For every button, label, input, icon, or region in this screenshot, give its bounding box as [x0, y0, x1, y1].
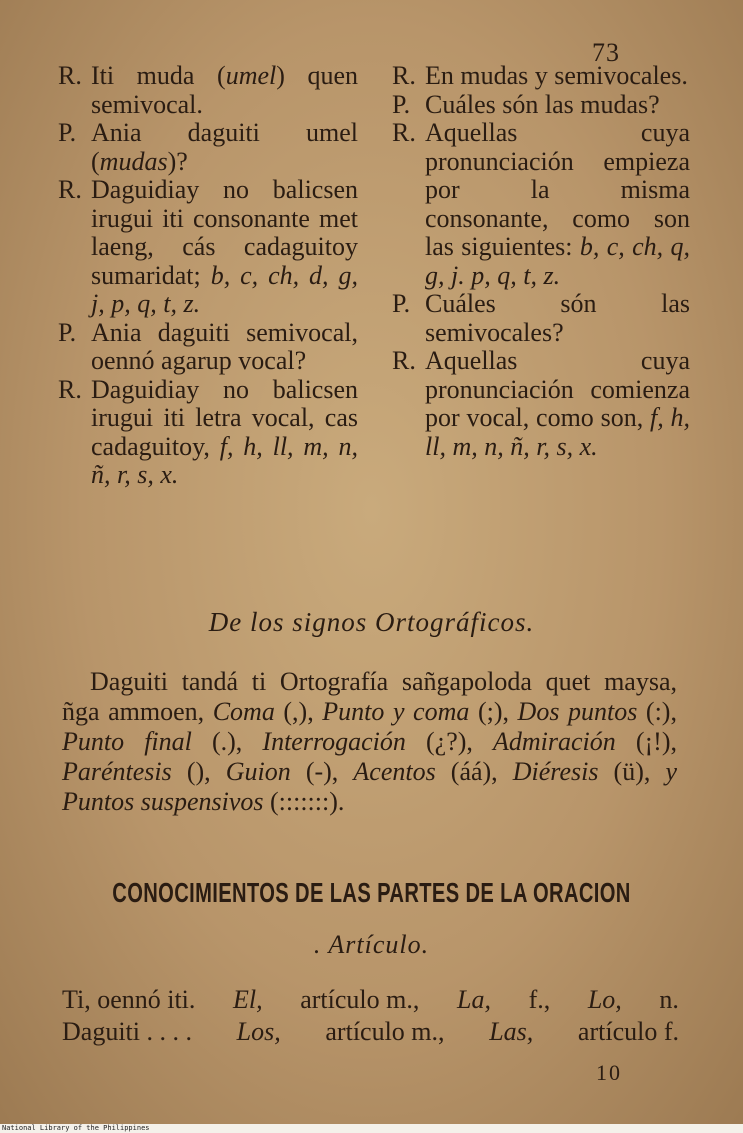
qa-label: R. [392, 118, 416, 147]
paragraph-segment: Diéresis [512, 757, 599, 786]
qa-entry: P. Cuáles són las mudas? [392, 89, 660, 119]
spanish-column [392, 62, 690, 490]
article-line-segment: n. [659, 985, 679, 1014]
qa-label: R. [392, 61, 416, 90]
paragraph-segment: (.), [191, 727, 263, 756]
article-line-segment: artículo m., [325, 1017, 445, 1046]
signature-mark: 10 [596, 1060, 622, 1085]
paragraph-segment: Coma [212, 697, 275, 726]
paragraph-segment: (:), [637, 697, 677, 726]
paragraph-segment: Acentos [353, 757, 436, 786]
article-line-singular [62, 985, 679, 1015]
qa-entry: P. Cuáles són las semivocales? [392, 289, 690, 347]
paragraph-segment: (,), [274, 697, 323, 726]
qa-entry: R. Iti muda (umel) quen semivocal. [58, 61, 359, 119]
qa-label: P. [392, 289, 411, 318]
paragraph-segment: (ü), [598, 757, 666, 786]
qa-entry: P. Ania daguiti umel (mudas)? [58, 118, 358, 176]
article-line-segment: Las, [489, 1017, 534, 1046]
article-line-segment: El, [233, 985, 263, 1014]
paragraph-segment: (áá), [435, 757, 513, 786]
article-line-segment: Los, [236, 1017, 281, 1046]
paragraph-segment: (), [171, 757, 226, 786]
qa-label: P. [58, 317, 77, 347]
qa-entry: R. Aquellas cuya pronunciación comienza por vocal, como son, f, h, ll, m, n, ñ, r, s, x. [392, 346, 690, 461]
qa-label: R. [58, 61, 82, 90]
paragraph-segment: Punto final [62, 727, 192, 756]
page-number: 73 [592, 38, 620, 67]
subsection-title-articulo: . Artículo. [313, 930, 430, 959]
section-heading: CONOCIMIENTOS DE LAS PARTES DE LA ORACION [112, 877, 631, 908]
qa-entry: R. Daguidiay no balicsen irugui iti consonante met laeng, cás cadaguitoy sumaridat; b, c, ch, d, g, j, p, q, t, z. [58, 175, 358, 318]
article-line-segment: Daguiti . . . . [62, 1017, 192, 1046]
paragraph-segment: (¿?), [405, 727, 493, 756]
qa-label: R. [392, 346, 416, 375]
orthographic-signs-paragraph [62, 667, 677, 817]
paragraph-segment: Guion [225, 757, 291, 786]
article-line-segment: Lo, [587, 985, 622, 1014]
library-credit: National Library of the Philippines [0, 1124, 743, 1133]
article-line-segment: artículo f. [577, 1017, 679, 1046]
paragraph-segment: (-), [290, 757, 354, 786]
qa-label: P. [392, 89, 411, 119]
paragraph-segment: Admiración [493, 727, 616, 756]
section-title-signos: De los signos Ortográficos. [208, 607, 535, 637]
two-column-catechism [58, 62, 690, 490]
qa-label: R. [58, 175, 82, 204]
paragraph-segment: (;), [469, 697, 518, 726]
article-line-segment: La, [456, 985, 491, 1014]
paragraph-segment: Daguiti tandá ti Ortografía sañgapoloda quet maysa, ñga ammoen, [62, 667, 677, 726]
article-line-segment: artículo m., [300, 985, 420, 1014]
qa-label: P. [58, 118, 77, 147]
paragraph-segment: Puntos suspensivos [62, 787, 264, 816]
paragraph-segment: (:::::::). [263, 787, 345, 816]
paragraph-segment: (¡!), [615, 727, 677, 756]
article-line-plural [62, 1017, 679, 1047]
qa-entry: R. Daguidiay no balicsen irugui iti letra vocal, cas cadaguitoy, f, h, ll, m, n, ñ, r, s, x. [58, 374, 358, 489]
article-line-segment: Ti, oennó iti. [62, 985, 196, 1014]
paragraph-segment: Paréntesis [62, 757, 172, 786]
paragraph-segment: Dos puntos [517, 697, 638, 726]
paragraph-segment: Punto y coma [322, 697, 470, 726]
qa-entry: P. Ania daguiti semivocal, oennó agarup vocal? [58, 317, 358, 375]
qa-entry: R. En mudas y semivocales. [392, 61, 688, 90]
qa-entry: R. Aquellas cuya pronunciación empieza por la misma consonante, como son las siguientes: b, c, ch, q, g, j. p, q, t, z. [392, 118, 690, 290]
paragraph-segment: Interrogación [262, 727, 406, 756]
paragraph-segment: y [665, 757, 677, 786]
article-line-segment: f., [528, 985, 551, 1014]
ilocano-column [58, 62, 358, 490]
qa-label: R. [58, 374, 82, 404]
